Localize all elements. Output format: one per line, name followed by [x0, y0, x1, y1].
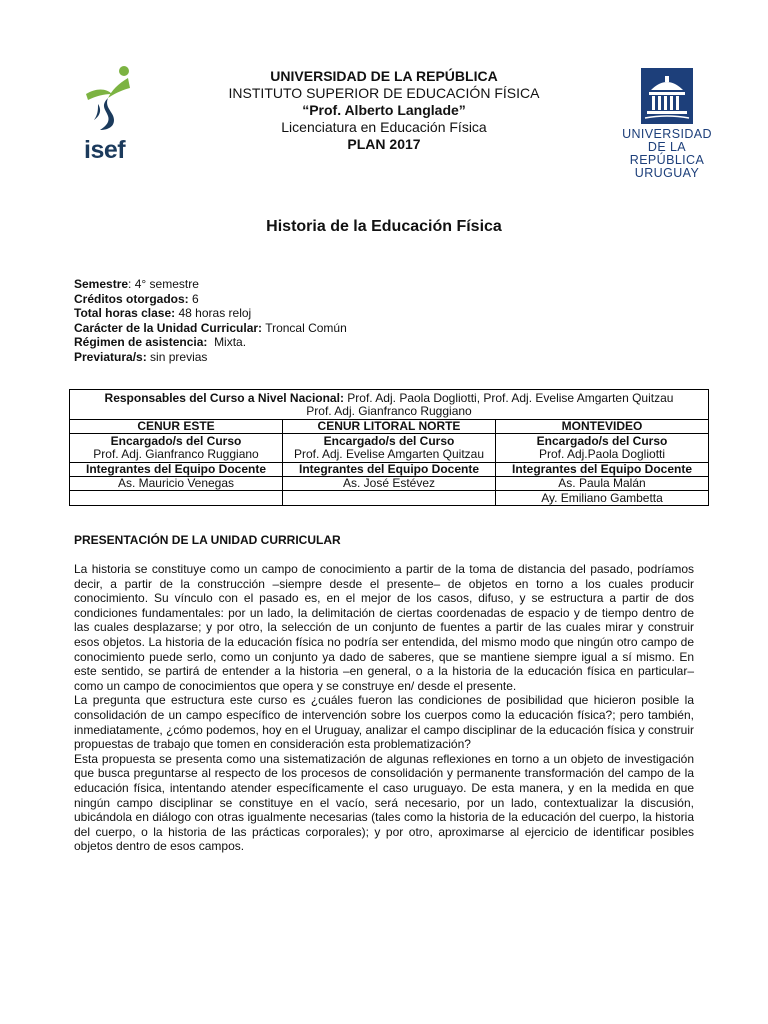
table-cell: As. Mauricio Venegas — [70, 477, 283, 491]
encargado-name: Prof. Adj. Gianfranco Ruggiano — [93, 447, 259, 461]
column-header: CENUR LITORAL NORTE — [283, 420, 496, 434]
table-cell: As. Paula Malán — [496, 477, 709, 491]
udelar-line-3: URUGUAY — [634, 166, 700, 180]
isef-logo — [84, 64, 140, 164]
info-key: Créditos otorgados: — [74, 291, 189, 306]
staff-table — [69, 389, 709, 506]
encargado-name: Prof. Adj. Evelise Amgarten Quitzau — [293, 447, 485, 461]
udelar-line-2: DE LA REPÚBLICA — [629, 140, 705, 167]
integrantes-label: Integrantes del Equipo Docente — [283, 463, 496, 477]
encargado-label: Encargado/s del Curso — [110, 434, 242, 448]
info-value: sin previas — [150, 349, 208, 364]
info-row-creditos — [74, 292, 347, 307]
institute-name: INSTITUTO SUPERIOR DE EDUCACIÓN FÍSICA — [228, 85, 540, 101]
table-row — [70, 434, 709, 463]
info-value: 4° semestre — [134, 277, 199, 291]
info-key: Total horas clase: — [74, 306, 176, 320]
udelar-line-1: UNIVERSIDAD — [622, 127, 712, 141]
table-cell: As. José Estévez — [283, 477, 496, 491]
table-cell — [496, 434, 709, 463]
info-key: Régimen de asistencia: — [74, 335, 208, 349]
table-cell: Ay. Emiliano Gambetta — [496, 491, 709, 506]
encargado-label: Encargado/s del Curso — [323, 434, 455, 448]
course-info — [74, 277, 347, 364]
table-row — [70, 390, 709, 420]
info-row-horas — [74, 306, 347, 321]
section-heading: PRESENTACIÓN DE LA UNIDAD CURRICULAR — [74, 533, 341, 547]
table-cell — [283, 434, 496, 463]
info-value: Mixta. — [214, 335, 247, 349]
info-row-caracter — [74, 321, 347, 336]
institute-honoree: “Prof. Alberto Langlade” — [302, 102, 466, 118]
responsables-names-line2: Prof. Adj. Gianfranco Ruggiano — [306, 404, 472, 418]
info-row-previaturas — [74, 350, 347, 365]
table-cell — [70, 491, 283, 506]
info-key: Carácter de la Unidad Curricular: — [74, 320, 263, 335]
table-cell — [283, 491, 496, 506]
encargado-label: Encargado/s del Curso — [536, 434, 668, 448]
table-cell — [70, 434, 283, 463]
integrantes-label: Integrantes del Equipo Docente — [70, 463, 283, 477]
university-name: UNIVERSIDAD DE LA REPÚBLICA — [270, 68, 498, 84]
body-text — [74, 562, 694, 854]
course-title: Historia de la Educación Física — [266, 218, 502, 235]
info-value: Troncal Común — [265, 320, 347, 335]
table-row — [70, 420, 709, 434]
info-row-semestre — [74, 277, 347, 292]
responsables-label: Responsables del Curso a Nivel Nacional: — [104, 391, 344, 405]
info-value: 6 — [192, 291, 199, 306]
responsables-names-line1: Prof. Adj. Paola Dogliotti, Prof. Adj. Evelise Amgarten Quitzau — [343, 391, 674, 405]
info-sep: : — [128, 277, 135, 291]
column-header: CENUR ESTE — [70, 420, 283, 434]
responsables-cell — [70, 390, 709, 420]
info-key: Previatura/s: — [74, 349, 147, 364]
info-row-regimen — [74, 335, 347, 350]
info-value: 48 horas reloj — [178, 306, 252, 320]
paragraph: Esta propuesta se presenta como una sistematización de algunas reflexiones en torno a un objeto de investigación que busca preguntarse al respecto de los procesos de consolidación y permanente transformación del campo de la educación física, intentando atender específicamente el caso uruguayo. De esta manera, y en la medida en que ningún campo disciplinar se constituye en el vacío, será necesario, por un lado, contextualizar la discusión, ubicándola en diálogo con otras igualmente necesarias (tales como la historia de la educación del cuerpo, la historia del cuerpo, o la historia de las prácticas corporales); y por otro, aproximarse al ejercicio de identificar posibles objetos dentro de esos campos. — [74, 751, 694, 854]
paragraph: La pregunta que estructura este curso es ¿cuáles fueron las condiciones de posibilidad que hicieron posible la consolidación de un campo específico de intervención sobre los cuerpos como la educación física?; pero también, inmediatamente, ¿cómo podemos, hoy en el Uruguay, analizar el campo disciplinar de la educación física y construir propuestas de trabajo que tomen en consideración esta problematización? — [74, 693, 694, 752]
document-header — [140, 68, 628, 153]
table-row — [70, 477, 709, 491]
encargado-name: Prof. Adj.Paola Dogliotti — [538, 447, 666, 461]
udelar-building-icon — [641, 68, 693, 124]
isef-wordmark: isef — [84, 136, 126, 164]
degree-name: Licenciatura en Educación Física — [281, 119, 487, 135]
plan-year: PLAN 2017 — [347, 136, 421, 152]
integrantes-label: Integrantes del Equipo Docente — [496, 463, 709, 477]
table-row — [70, 491, 709, 506]
udelar-logo — [612, 68, 722, 180]
info-key: Semestre — [74, 277, 129, 291]
table-row — [70, 463, 709, 477]
column-header: MONTEVIDEO — [496, 420, 709, 434]
paragraph: La historia se constituye como un campo de conocimiento a partir de la toma de distancia del pasado, podríamos decir, a partir de la construcción –siempre desde el presente– de objetos en torno a los cuales producir conocimiento. Su vínculo con el pasado es, en el mejor de los casos, difuso, y se estructura a partir de dos condiciones fundamentales: por un lado, la delimitación de ciertas coordenadas de espacio y de tiempo dentro de las cuales desplazarse; y por otro, la selección de un conjunto de fuentes a partir de las cuales mirar y construir esos objetos. La historia de la educación física no podría ser entendida, del mismo modo que ningún otro campo de conocimiento puede serlo, como un conjunto ya dado de saberes, que se mantiene siempre igual a sí mismo. En este sentido, se partirá de entender a la historia –en general, o a la historia de la educación física en particular– como un campo de conocimientos que opera y se construye en/ desde el presente. — [74, 562, 694, 693]
